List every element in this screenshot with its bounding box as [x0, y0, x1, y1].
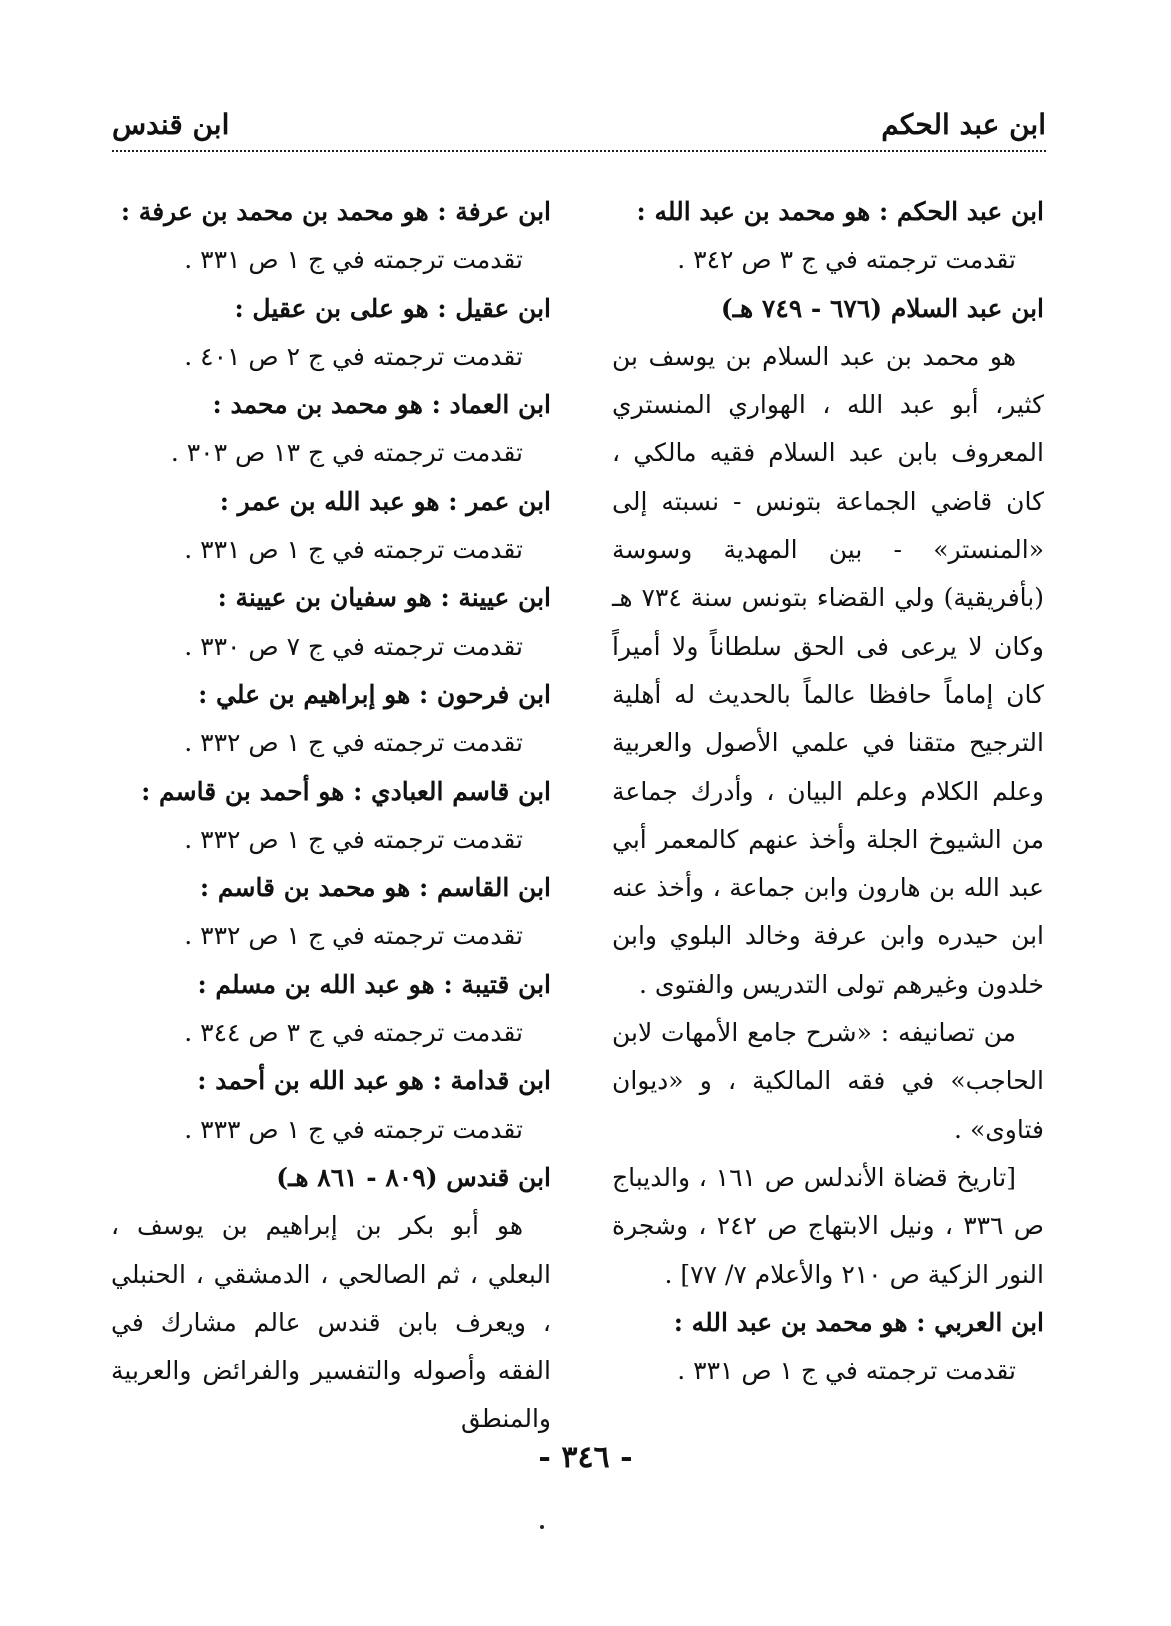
entry-reference: تقدمت ترجمته في ج ٣ ص ٣٤٢ . — [677, 245, 1016, 275]
page-number: - ٣٤٦ - — [538, 1440, 633, 1475]
entry-reference: تقدمت ترجمته في ج ١ ص ٣٣١ . — [677, 1356, 1016, 1386]
entry-heading: ابن عمر : هو عبد الله بن عمر : — [219, 486, 551, 516]
right-column — [612, 188, 1044, 1395]
entry-reference: تقدمت ترجمته في ج ١ ص ٣٣٢ . — [184, 921, 523, 951]
entry-reference: تقدمت ترجمته في ج ١ ص ٣٣٢ . — [184, 728, 523, 758]
entry-heading: ابن قاسم العبادي : هو أحمد بن قاسم : — [141, 776, 551, 806]
entry-heading: ابن العماد : هو محمد بن محمد : — [212, 390, 551, 420]
entry-heading: ابن القاسم : هو محمد بن قاسم : — [199, 873, 551, 903]
entry-body: هو أبو بكر بن إبراهيم بن يوسف ، البعلي ، ثم الصالحي ، الدمشقي ، الحنبلي ، ويعرف بابن قندس عالم مشارك في الفقه وأصوله والتفسير والفرائض والعربية والمنطق — [111, 1211, 551, 1434]
stray-ink-dot — [540, 1525, 544, 1529]
entry-heading: ابن العربي : هو محمد بن عبد الله : — [673, 1307, 1044, 1337]
entry-reference: تقدمت ترجمته في ج ١ ص ٣٣١ . — [184, 535, 523, 565]
entry-reference: تقدمت ترجمته في ج ١ ص ٣٣٢ . — [184, 824, 523, 854]
entry-heading: ابن قتيبة : هو عبد الله بن مسلم : — [197, 969, 551, 999]
page-header — [112, 108, 1046, 154]
entry-reference: تقدمت ترجمته في ج ١٣ ص ٣٠٣ . — [170, 438, 523, 468]
entry-body: هو محمد بن عبد السلام بن يوسف بن كثير، أبو عبد الله ، الهواري المنستري المعروف بابن عبد السلام فقيه مالكي ، كان قاضي الجماعة بتونس - نسبته إلى «المنستر» - بين المهدية وسوسة (بأفريقية) ولي القضاء بتونس سنة ٧٣٤ هـ وكان لا يرعى فى الحق سلطاناً ولا أميراً كان إماماً حافظا عالماً بالحديث له أهلية الترجيح متقنا في علمي الأصول والعربية وعلم الكلام وعلم البيان ، وأدرك جماعة من الشيوخ الجلة وأخذ عنهم كالمعمر أبي عبد الله بن هارون وابن جماعة ، وأخذ عنه ابن حيدره وابن عرفة وخالد البلوي وابن خلدون وغيرهم تولى التدريس والفتوى . — [612, 341, 1044, 999]
entry-reference: تقدمت ترجمته في ج ٣ ص ٣٤٤ . — [184, 1018, 523, 1048]
entry-heading: ابن عبد السلام (٦٧٦ - ٧٤٩ هـ) — [720, 293, 1044, 323]
entry-heading: ابن عيينة : هو سفيان بن عيينة : — [217, 583, 551, 613]
entry-sources: [تاريخ قضاة الأندلس ص ١٦١ ، والديباج ص ٣٣٦ ، ونيل الابتهاج ص ٢٤٢ ، وشجرة النور الزكية ص ٢١٠ والأعلام ٧/ ٧٧] . — [612, 1162, 1044, 1289]
entry-heading: ابن عقيل : هو على بن عقيل : — [234, 293, 551, 323]
entry-heading: ابن قدامة : هو عبد الله بن أحمد : — [197, 1066, 551, 1096]
header-dotted-rule — [112, 150, 1046, 152]
entry-reference: تقدمت ترجمته في ج ١ ص ٣٣١ . — [184, 245, 523, 275]
entry-reference: تقدمت ترجمته في ج ٧ ص ٣٣٠ . — [184, 631, 523, 661]
entry-works: من تصانيفه : «شرح جامع الأمهات لابن الحاجب» في فقه المالكية ، و «ديوان فتاوى» . — [612, 1018, 1044, 1144]
entry-heading: ابن فرحون : هو إبراهيم بن علي : — [198, 679, 551, 709]
entry-heading: ابن قندس (٨٠٩ - ٨٦١ هـ) — [276, 1162, 551, 1192]
entry-heading: ابن عرفة : هو محمد بن محمد بن عرفة : — [120, 197, 551, 226]
running-head-right: ابن عبد الحكم — [881, 108, 1046, 141]
left-column — [111, 188, 551, 1444]
entry-reference: تقدمت ترجمته في ج ٢ ص ٤٠١ . — [184, 341, 523, 371]
entry-heading: ابن عبد الحكم : هو محمد بن عبد الله : — [636, 197, 1044, 226]
entry-reference: تقدمت ترجمته في ج ١ ص ٣٣٣ . — [184, 1114, 523, 1144]
running-head-left: ابن قندس — [112, 108, 230, 141]
